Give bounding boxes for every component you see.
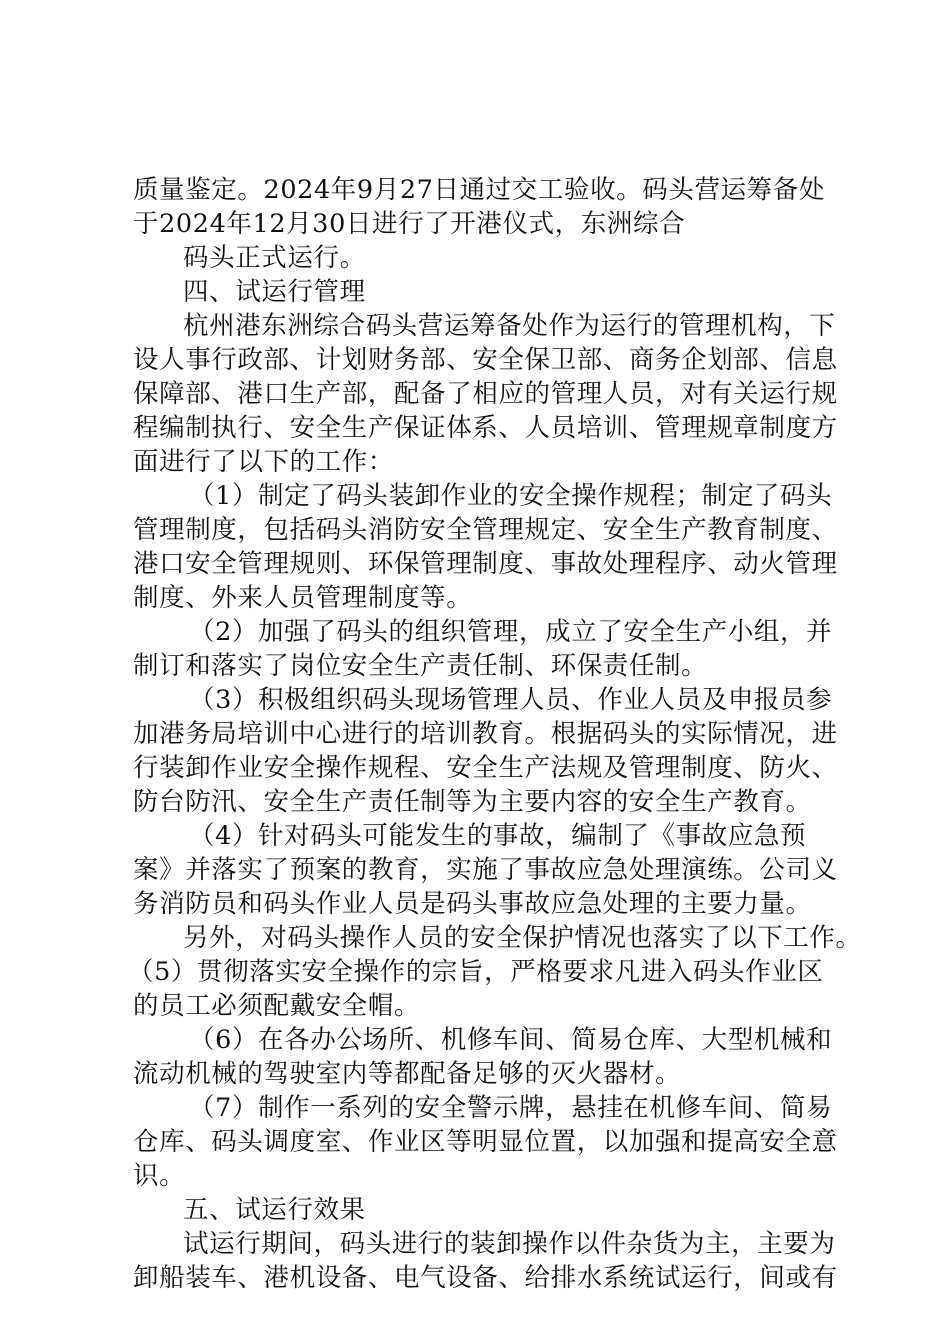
paragraph-line: 港口安全管理规则、环保管理制度、事故处理程序、动火管理 xyxy=(133,549,838,579)
paragraph-line: 面进行了以下的工作： xyxy=(133,447,395,477)
list-item-line: （5）贯彻落实安全操作的宗旨，严格要求凡进入码头作业区 xyxy=(128,957,824,987)
paragraph-line: 设人事行政部、计划财务部、安全保卫部、商务企划部、信息 xyxy=(133,345,838,375)
paragraph-line: 杭州港东洲综合码头营运筹备处作为运行的管理机构，下 xyxy=(183,311,836,341)
paragraph-line: 务消防员和码头作业人员是码头事故应急处理的主要力量。 xyxy=(133,889,812,919)
paragraph-line: 试运行期间，码头进行的装卸操作以件杂货为主，主要为 xyxy=(183,1229,836,1259)
paragraph-line: 的员工必须配戴安全帽。 xyxy=(133,991,421,1021)
paragraph-line: 识。 xyxy=(133,1161,186,1191)
list-item-line: （6）在各办公场所、机修车间、简易仓库、大型机械和 xyxy=(189,1025,833,1055)
section-heading: 四、试运行管理 xyxy=(183,277,366,307)
list-item-line: （1）制定了码头装卸作业的安全操作规程；制定了码头 xyxy=(189,481,833,511)
paragraph-line: 于2024年12月30日进行了开港仪式，东洲综合 xyxy=(133,209,686,239)
paragraph-line: 制订和落实了岗位安全生产责任制、环保责任制。 xyxy=(133,651,708,681)
paragraph-line: 案》并落实了预案的教育，实施了事故应急处理演练。公司义 xyxy=(133,855,838,885)
paragraph-line: 行装卸作业安全操作规程、安全生产法规及管理制度、防火、 xyxy=(133,753,838,783)
paragraph-line: 卸船装车、港机设备、电气设备、给排水系统试运行，间或有 xyxy=(133,1263,838,1293)
paragraph-line: 制度、外来人员管理制度等。 xyxy=(133,583,473,613)
list-item-line: （4）针对码头可能发生的事故，编制了《事故应急预 xyxy=(189,821,807,851)
list-item-line: （2）加强了码头的组织管理，成立了安全生产小组，并 xyxy=(189,617,833,647)
paragraph-line: 管理制度，包括码头消防安全管理规定、安全生产教育制度、 xyxy=(133,515,838,545)
list-item-line: （7）制作一系列的安全警示牌，悬挂在机修车间、简易 xyxy=(189,1093,833,1123)
section-heading: 五、试运行效果 xyxy=(183,1195,366,1225)
paragraph-line: 质量鉴定。2024年9月27日通过交工验收。码头营运筹备处 xyxy=(133,175,825,205)
paragraph-line: 另外，对码头操作人员的安全保护情况也落实了以下工作。 xyxy=(183,923,862,953)
list-item-line: （3）积极组织码头现场管理人员、作业人员及申报员参 xyxy=(189,685,833,715)
paragraph-line: 仓库、码头调度室、作业区等明显位置，以加强和提高安全意 xyxy=(133,1127,838,1157)
paragraph-line: 防台防汛、安全生产责任制等为主要内容的安全生产教育。 xyxy=(133,787,812,817)
paragraph-line: 加港务局培训中心进行的培训教育。根据码头的实际情况，进 xyxy=(133,719,838,749)
paragraph-line: 程编制执行、安全生产保证体系、人员培训、管理规章制度方 xyxy=(133,413,838,443)
paragraph-line: 流动机械的驾驶室内等都配备足够的灭火器材。 xyxy=(133,1059,682,1089)
paragraph-line: 码头正式运行。 xyxy=(183,243,366,273)
paragraph-line: 保障部、港口生产部，配备了相应的管理人员，对有关运行规 xyxy=(133,379,838,409)
